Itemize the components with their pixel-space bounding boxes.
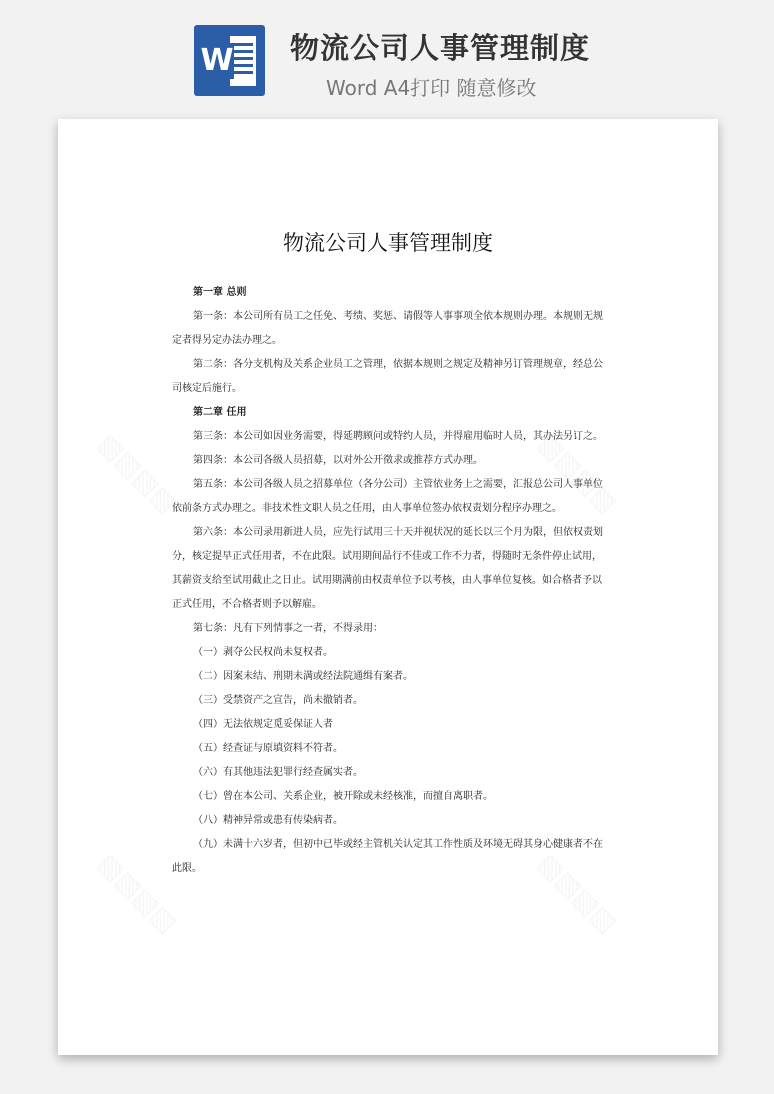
document-page [58,119,718,1055]
paragraph: 第三条：本公司如因业务需要，得延聘顾问或特约人员，并得雇用临时人员，其办法另订之。 [193,431,603,442]
chapter-heading: 第二章 任用 [193,407,247,418]
paragraph: （一）剥夺公民权尚未复权者。 [193,647,333,658]
header-subtitle: Word A4打印 随意修改 [326,76,537,100]
paragraph: 第五条：本公司各级人员之招募单位（各分公司）主管依业务上之需要，汇报总公司人事单位依前条方式办理之。非技术性文职人员之任用，由人事单位签办依权责划分程序办理之。 [172,479,603,514]
paragraph: （四）无法依规定觅妥保证人者 [193,719,333,730]
chapter-heading: 第一章 总则 [193,287,247,298]
word-icon-letter: W [200,43,234,78]
document-body [172,281,603,881]
paragraph: （六）有其他违法犯罪行经查属实者。 [193,767,363,778]
paragraph: 第四条：本公司各级人员招募，以对外公开徵求或推荐方式办理。 [193,455,483,466]
paragraph: （八）精神异常或患有传染病者。 [193,815,343,826]
header-title: 物流公司人事管理制度 [290,31,591,65]
header-banner [0,0,774,110]
paragraph: （三）受禁资产之宣告，尚未撤销者。 [193,695,363,706]
paragraph: 第二条：各分支机构及关系企业员工之管理，依据本规则之规定及精神另订管理规章，经总公司核定后施行。 [172,359,603,394]
paragraph: （五）经查证与原填资料不符者。 [193,743,343,754]
paragraph: 第六条：本公司录用新进人员，应先行试用三十天并视状况的延长以三个月为限，但依权责划分，核定提早正式任用者，不在此限。试用期间品行不佳或工作不力者，得随时无条件停止试用，其薪资支给至试用截止之日止。试用期满前由权责单位予以考核，由人事单位复核。如合格者予以正式任用，不合格者则予以解雇。 [172,527,603,610]
paragraph: （九）未满十六岁者，但初中已毕或经主管机关认定其工作性质及环境无碍其身心健康者不在此限。 [172,839,603,874]
paragraph: （七）曾在本公司、关系企业，被开除或未经核准，而擅自离职者。 [193,791,493,802]
paragraph: 第七条：凡有下列情事之一者，不得录用： [193,623,383,634]
watermark [92,429,183,520]
watermark [92,849,183,940]
word-icon [194,25,265,96]
document-title: 物流公司人事管理制度 [283,231,493,255]
paragraph: （二）因案未结、刑期未满或经法院通缉有案者。 [193,671,413,682]
paragraph: 第一条：本公司所有员工之任免、考绩、奖惩、请假等人事事项全依本规则办理。本规则无规定者得另定办法办理之。 [172,311,603,346]
